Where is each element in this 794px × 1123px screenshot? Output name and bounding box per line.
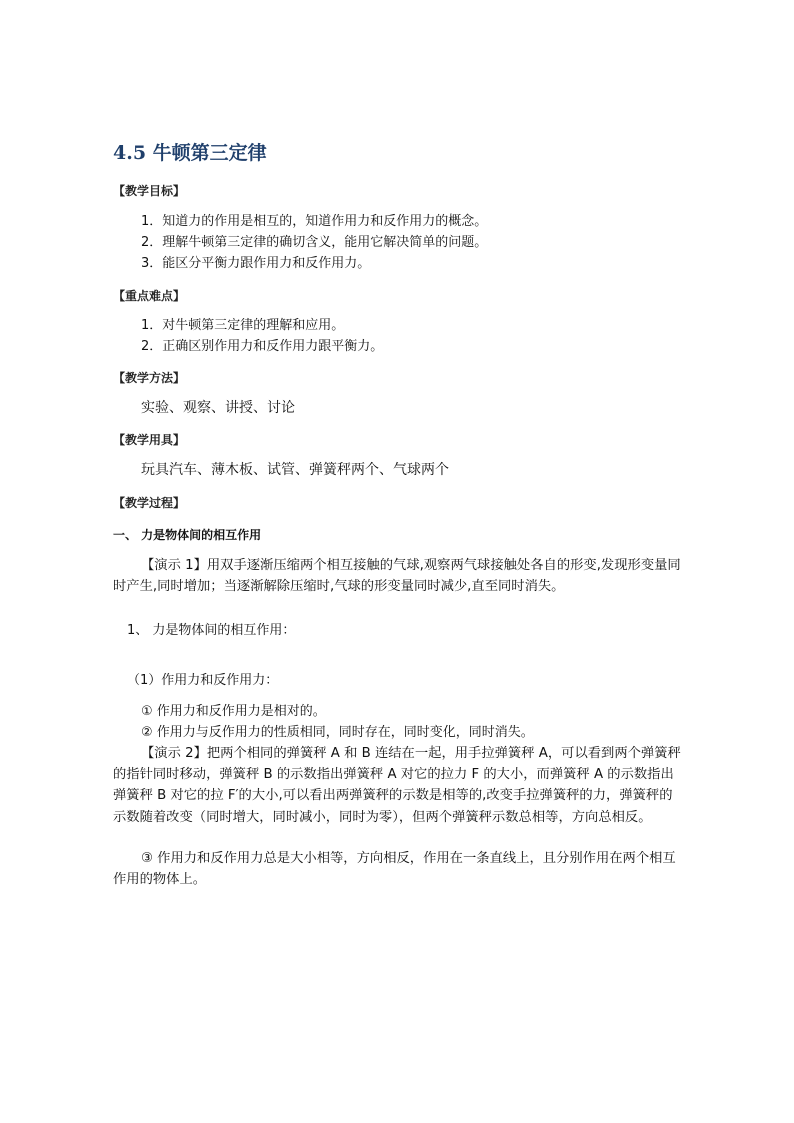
goal-item-1: 1．知道力的作用是相互的，知道作用力和反作用力的概念。 [141,214,488,229]
demo2-paragraph [113,743,683,828]
point1-1-line: （1）作用力和反作用力： [127,673,279,688]
section-heading-methods: 【教学方法】 [113,371,186,385]
conclusion-2: ② 作用力与反作用力的性质相同，同时存在，同时变化，同时消失。 [141,725,534,740]
keypoint-item-2: 2．正确区别作用力和反作用力跟平衡力。 [141,339,384,354]
section-heading-tools: 【教学用具】 [113,433,186,447]
conclusion-1: ① 作用力和反作用力是相对的。 [141,704,326,719]
conclusion-3: ③ 作用力和反作用力总是大小相等，方向相反，作用在一条直线上，且分别作用在两个相互作用的物体上。 [113,851,676,888]
section-heading-keypoints: 【重点难点】 [113,289,186,303]
part1-heading: 一、 力是物体间的相互作用 [113,528,262,542]
demo1-paragraph [113,555,683,597]
demo1-text: 【演示 1】用双手逐渐压缩两个相互接触的气球,观察两气球接触处各自的形变,发现形变量同时产生,同时增加；当逐渐解除压缩时,气球的形变量同时减少,直至同时消失。 [113,558,681,595]
section-heading-process: 【教学过程】 [113,496,186,510]
demo2-text: 【演示 2】把两个相同的弹簧秤 A 和 B 连结在一起，用手拉弹簧秤 A，可以看到两个弹簧秤的指针同时移动，弹簧秤 B 的示数指出弹簧秤 A 对它的拉力 F 的大小，而弹簧秤 A 的示数指出弹簧秤 B 对它的拉 F′的大小,可以看出两弹簧秤的示数是相等的,改变手拉弹簧秤的力，弹簧秤的示数随着改变（同时增大，同时减小，同时为零），但两个弹簧秤示数总相等，方向总相反。 [113,746,681,825]
keypoint-item-1: 1．对牛顿第三定律的理解和应用。 [141,318,345,333]
page-title: 4.5 牛顿第三定律 [113,142,267,164]
methods-text: 实验、观察、讲授、讨论 [141,400,295,416]
point1-line: 1、 力是物体间的相互作用： [127,623,296,638]
tools-text: 玩具汽车、薄木板、试管、弹簧秤两个、气球两个 [141,462,449,478]
conclusion-3-paragraph [113,848,683,890]
section-heading-goals: 【教学目标】 [113,184,186,198]
goal-item-2: 2．理解牛顿第三定律的确切含义，能用它解决简单的问题。 [141,235,488,250]
goal-item-3: 3．能区分平衡力跟作用力和反作用力。 [141,256,371,271]
